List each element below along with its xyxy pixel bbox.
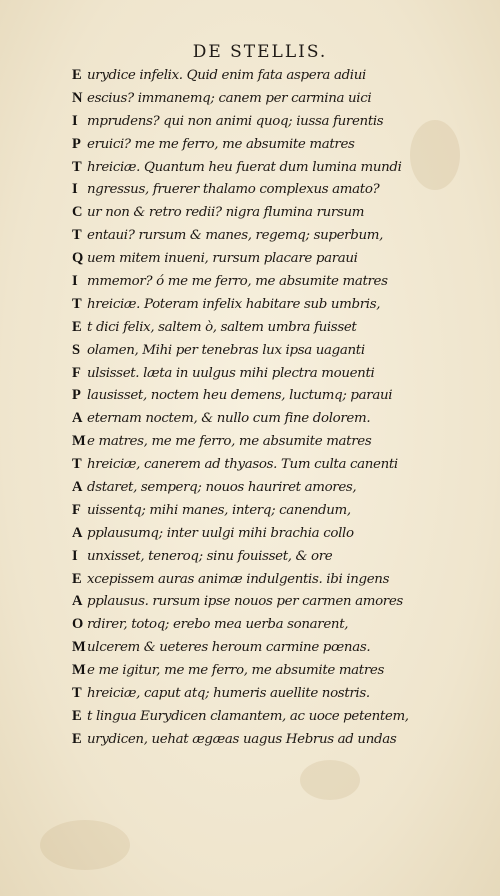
line-text: ulsisset. læta in uulgus mihi plectra mouenti [87,365,375,381]
line-text: t lingua Eurydicen clamantem, ac uoce petentem, [87,708,409,724]
line-text: entaui? rursum & manes, regemq; superbum, [87,228,383,244]
line-initial: I [72,273,78,290]
line-initial: I [72,112,78,129]
line-text: t dici felix, saltem ò, saltem umbra fuisset [87,319,357,335]
line-initial: A [72,410,83,427]
line-initial: T [72,227,82,244]
line-text: urydice infelix. Quid enim fata aspera adiui [87,68,366,83]
line-text: ulcerem & ueteres heroum carmine pœnas. [87,640,371,656]
line-initial: E [72,67,82,83]
verse-line [72,590,432,613]
paper-stain [40,820,130,870]
verse-line [72,682,432,705]
line-text: e matres, me me ferro, me absumite matres [87,434,372,450]
line-text: xcepissem auras animæ indulgentis. ibi ingens [87,571,390,587]
verse-line [72,224,432,247]
line-text: hreiciæ, canerem ad thyasos. Tum culta canenti [87,457,398,473]
line-text: hreiciæ. Quantum heu fuerat dum lumina mundi [87,159,402,175]
line-initial: M [72,662,86,679]
verse-line [72,545,432,568]
line-initial: E [72,707,82,724]
line-text: dstaret, semperq; nouos hauriret amores, [87,480,357,496]
verse-line [72,407,432,430]
line-text: ur non & retro redii? nigra flumina rursum [87,205,365,221]
verse-line [72,156,432,179]
line-text: eruici? me me ferro, me absumite matres [87,136,355,152]
line-initial: P [72,135,81,152]
verse-line [72,316,432,339]
line-text: mprudens? qui non animi quoq; iussa furentis [87,113,384,129]
verse-line [72,64,432,87]
line-initial: C [72,204,83,221]
verse-line [72,339,432,362]
line-initial: T [72,158,82,175]
line-initial: F [72,501,81,518]
line-initial: T [72,456,82,473]
line-initial: E [72,570,82,587]
paper-stain [300,760,360,800]
verse-line [72,110,432,133]
verse-line [72,270,432,293]
line-initial: N [72,89,83,106]
verse-line [72,522,432,545]
verse-line [72,499,432,522]
verse-line [72,133,432,156]
verse-line [72,705,432,728]
line-text: pplausus. rursum ipse nouos per carmen amores [87,594,403,610]
verse-line [72,453,432,476]
line-text: uem mitem inueni, rursum placare paraui [87,251,358,267]
line-text: urydicen, uehat ægæas uagus Hebrus ad undas [87,731,397,747]
line-initial: E [72,318,82,335]
line-initial: F [72,364,81,381]
line-text: uissentq; mihi manes, interq; canendum, [87,502,351,518]
verse-line [72,568,432,591]
line-initial: P [72,387,81,404]
line-text: ngressus, fruerer thalamo complexus amato? [87,182,380,198]
line-initial: I [72,547,78,564]
line-text: rdirer, totoq; erebo mea uerba sonarent, [87,617,349,633]
line-initial: T [72,295,82,312]
line-text: unxisset, teneroq; sinu fouisset, & ore [87,548,333,564]
line-text: e me igitur, me me ferro, me absumite matres [87,663,384,679]
page-header: DE STELLIS. [192,42,328,62]
line-text: olamen, Mihi per tenebras lux ipsa uaganti [87,342,365,358]
line-text: hreiciæ, caput atq; humeris auellite nostris. [87,686,370,702]
verse-line [72,247,432,270]
line-text: escius? immanemq; canem per carmina uici [87,90,372,106]
line-initial: I [72,181,78,198]
verse-line [72,87,432,110]
verse-line [72,293,432,316]
verse-line [72,201,432,224]
line-initial: Q [72,250,83,267]
line-text: mmemor? ó me me ferro, me absumite matres [87,274,388,290]
verse-line [72,728,432,751]
line-initial: A [72,593,83,610]
line-initial: O [72,616,83,633]
line-initial: T [72,685,82,702]
line-initial: M [72,433,86,450]
verse-line [72,384,432,407]
line-initial: A [72,479,83,496]
line-initial: S [72,341,80,358]
line-text: hreiciæ. Poteram infelix habitare sub umbris, [87,296,381,312]
line-initial: E [72,730,82,747]
verse-line [72,476,432,499]
verse-line [72,430,432,453]
line-text: eternam noctem, & nullo cum fine dolorem. [87,411,371,427]
line-initial: A [72,524,83,541]
poem-text [72,64,432,751]
line-text: lausisset, noctem heu demens, luctumq; paraui [87,388,393,404]
verse-line [72,613,432,636]
line-initial: M [72,639,86,656]
line-text: pplausumq; inter uulgi mihi brachia collo [87,525,354,541]
verse-line [72,659,432,682]
verse-line [72,178,432,201]
verse-line [72,362,432,385]
verse-line [72,636,432,659]
